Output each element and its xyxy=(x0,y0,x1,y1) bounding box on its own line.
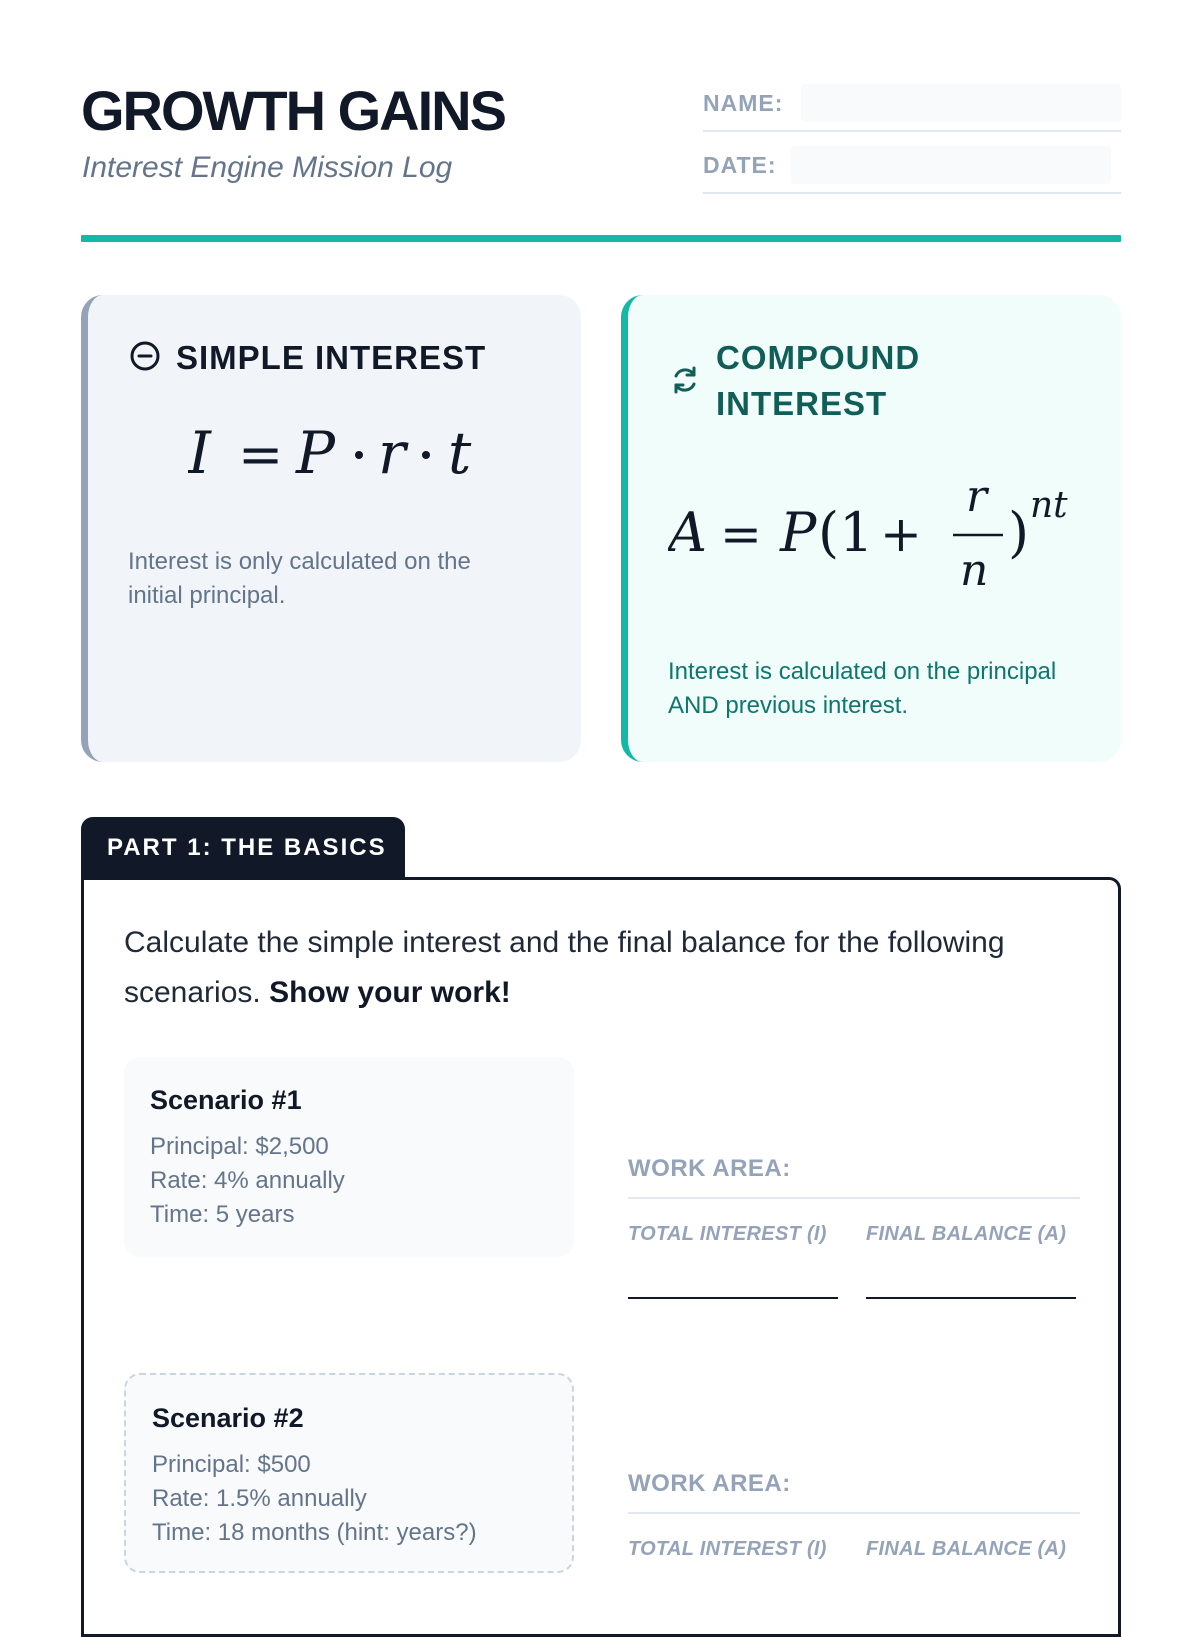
name-input[interactable] xyxy=(801,84,1121,122)
svg-text:A: A xyxy=(668,501,707,564)
scenario-title: Scenario #2 xyxy=(152,1403,304,1433)
compound-interest-header xyxy=(668,335,956,427)
simple-interest-header xyxy=(128,335,486,381)
final-balance-label: FINAL BALANCE (A) xyxy=(866,1223,1067,1245)
work-area-label: WORK AREA: xyxy=(628,1470,1080,1514)
simple-interest-formula xyxy=(188,415,528,495)
total-interest-answer[interactable] xyxy=(628,1223,838,1246)
scenario-card-2 xyxy=(124,1373,574,1573)
scenario-rate: Rate: 4% annually xyxy=(150,1167,345,1194)
date-field-row xyxy=(703,142,1121,194)
scenario-time: Time: 5 years xyxy=(150,1201,295,1228)
svg-text:=: = xyxy=(238,423,284,486)
final-balance-answer[interactable] xyxy=(866,1223,1076,1246)
svg-text:I: I xyxy=(188,419,211,487)
compound-interest-card xyxy=(621,295,1121,762)
svg-text:P: P xyxy=(296,419,336,487)
name-label: NAME: xyxy=(703,90,784,116)
total-interest-label: TOTAL INTEREST (I) xyxy=(628,1223,827,1245)
work-area-1[interactable] xyxy=(628,1155,1080,1309)
svg-text:P: P xyxy=(780,501,817,564)
svg-text:r: r xyxy=(378,419,406,487)
page-subtitle: Interest Engine Mission Log xyxy=(82,151,453,184)
compound-interest-formula xyxy=(668,473,1098,593)
scenario-title: Scenario #1 xyxy=(150,1085,302,1115)
work-area-2[interactable] xyxy=(628,1470,1080,1624)
svg-text:+: + xyxy=(880,505,922,563)
svg-text:t: t xyxy=(448,419,472,487)
date-input[interactable] xyxy=(791,146,1111,184)
svg-text:r: r xyxy=(966,473,988,522)
simple-interest-description: Interest is only calculated on the initial principal. xyxy=(128,548,471,609)
name-field-row xyxy=(703,80,1121,132)
compound-interest-title: COMPOUND INTEREST xyxy=(716,339,921,422)
final-balance-answer[interactable] xyxy=(866,1538,1076,1561)
simple-interest-title: SIMPLE INTEREST xyxy=(176,339,487,376)
instructions-text: Calculate the simple interest and the final balance for the following scenarios. xyxy=(124,926,1005,1009)
instructions-emphasis: Show your work! xyxy=(269,976,511,1009)
svg-text:nt: nt xyxy=(1030,485,1068,526)
scenario-time: Time: 18 months (hint: years?) xyxy=(152,1519,477,1546)
scenario-principal: Principal: $500 xyxy=(152,1451,311,1478)
final-balance-label: FINAL BALANCE (A) xyxy=(866,1538,1067,1560)
scenario-card-1 xyxy=(124,1057,574,1257)
scenario-principal: Principal: $2,500 xyxy=(150,1133,329,1160)
answer-line xyxy=(866,1297,1076,1299)
total-interest-answer[interactable] xyxy=(628,1538,838,1561)
page-title: GROWTH GAINS xyxy=(81,79,505,142)
part1-instructions xyxy=(124,918,1084,1018)
svg-text:=: = xyxy=(720,505,762,563)
answer-fields xyxy=(628,1199,1080,1309)
total-interest-label: TOTAL INTEREST (I) xyxy=(628,1538,827,1560)
minus-circle-icon xyxy=(128,339,162,373)
svg-text:): ) xyxy=(1008,501,1030,564)
refresh-icon xyxy=(668,363,702,397)
header-divider xyxy=(81,235,1121,242)
work-area-label: WORK AREA: xyxy=(628,1155,1080,1199)
simple-interest-card xyxy=(81,295,581,762)
scenario-rate: Rate: 1.5% annually xyxy=(152,1485,367,1512)
svg-text:(1: (1 xyxy=(818,501,874,564)
date-label: DATE: xyxy=(703,152,777,178)
answer-line xyxy=(628,1297,838,1299)
answer-fields xyxy=(628,1514,1080,1624)
compound-interest-description: Interest is calculated on the principal AND previous interest. xyxy=(668,658,1057,719)
svg-text:n: n xyxy=(960,545,989,593)
part1-tab-label: PART 1: THE BASICS xyxy=(81,817,405,879)
